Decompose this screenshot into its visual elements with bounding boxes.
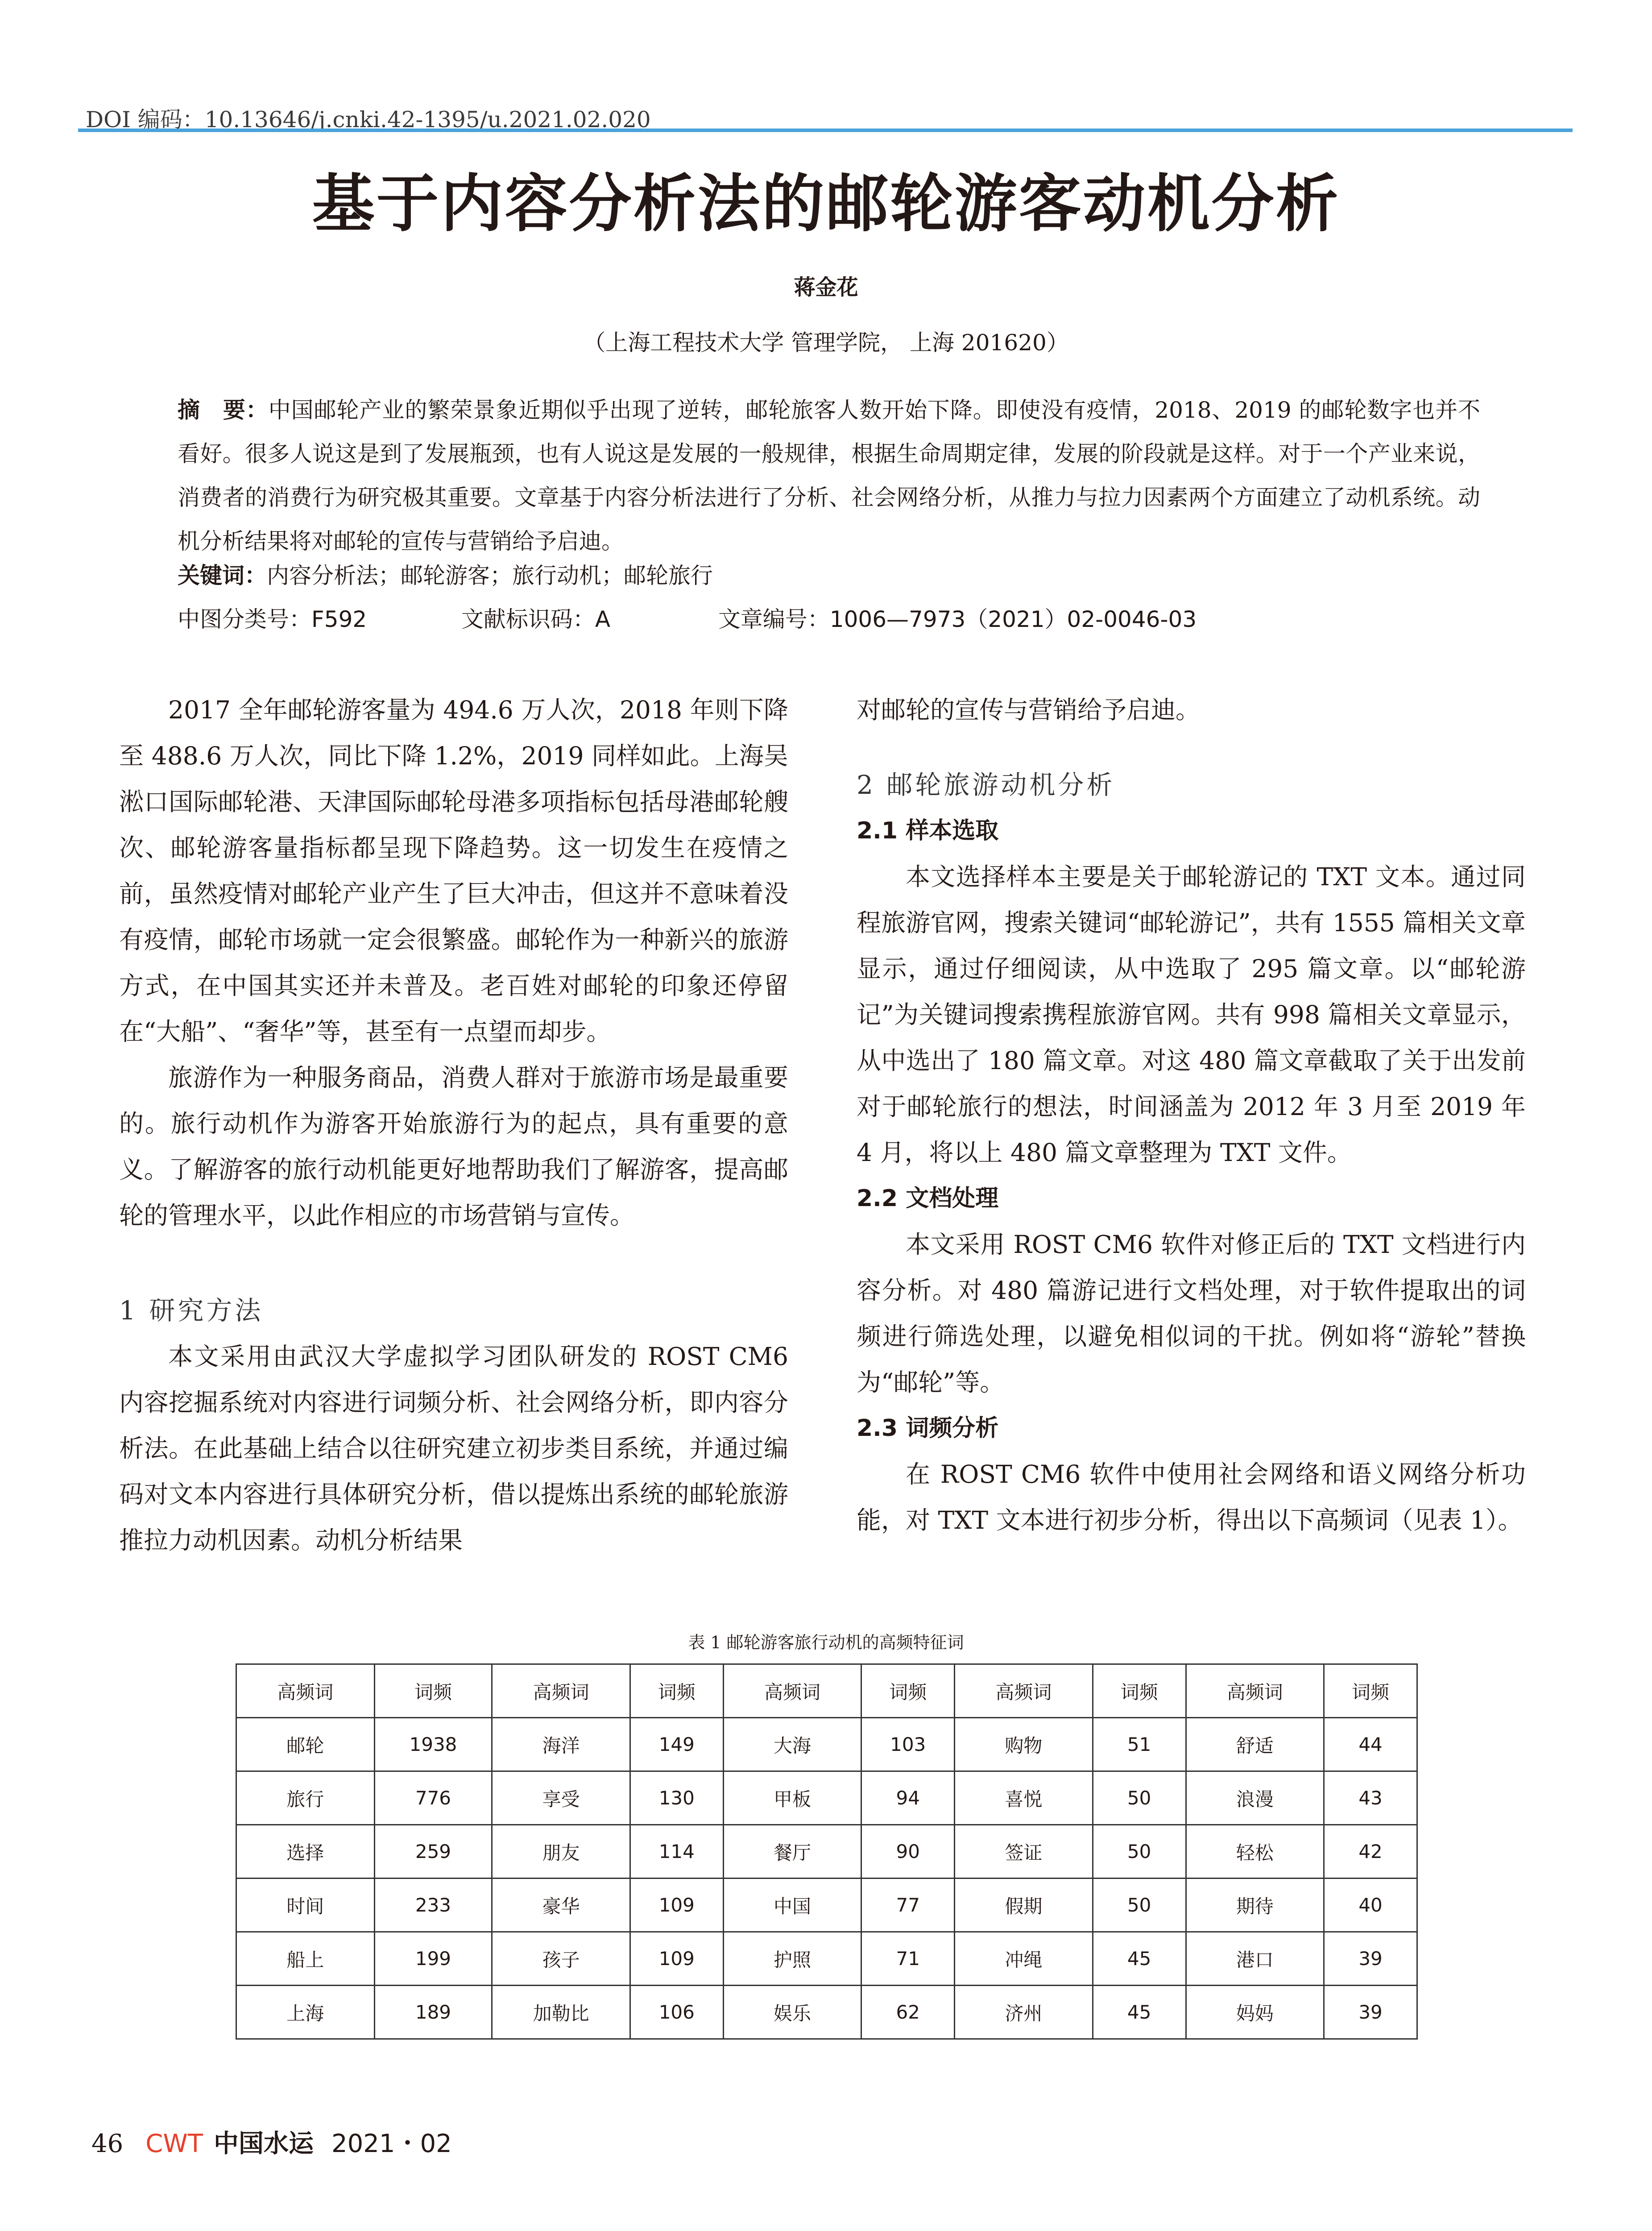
doi-header: DOI 编码：10.13646/j.cnki.42-1395/u.2021.02.020 bbox=[86, 107, 651, 133]
table-row bbox=[236, 1825, 1417, 1879]
section-heading: 2 邮轮旅游动机分析 bbox=[857, 770, 1115, 800]
table-cell: 62 bbox=[861, 1986, 955, 2039]
table-header-cell: 高频词 bbox=[236, 1664, 375, 1718]
table-cell: 签证 bbox=[955, 1825, 1093, 1879]
paragraph: 本文选择样本主要是关于邮轮游记的 TXT 文本。通过同程旅游官网，搜索关键词“邮轮游记”，共有 1555 篇相关文章显示，通过仔细阅读，从中选取了 295 篇文章。以“邮轮游记”为关键词搜索携程旅游官网。共有 998 篇相关文章显示，从中选出了 180 篇文章。对这 480 篇文章截取了关于出发前对于邮轮旅行的想法，时间涵盖为 2012 年 3 月至 2019 年 4 月，将以上 480 篇文章整理为 TXT 文件。 bbox=[857, 863, 1526, 1167]
subsection-heading: 2.3 词频分析 bbox=[857, 1415, 999, 1442]
table-cell: 邮轮 bbox=[236, 1718, 375, 1771]
paragraph: 本文采用由武汉大学虚拟学习团队研发的 ROST CM6 内容挖掘系统对内容进行词频分析、社会网络分析，即内容分析法。在此基础上结合以往研究建立初步类目系统，并通过编码对文本内容进行具体研究分析，借以提炼出系统的邮轮旅游推拉力动机因素。动机分析结果 bbox=[119, 1342, 788, 1555]
paragraph: 2017 全年邮轮游客量为 494.6 万人次，2018 年则下降至 488.6 万人次，同比下降 1.2%，2019 同样如此。上海吴淞口国际邮轮港、天津国际邮轮母港多项指标包括母港邮轮艘次、邮轮游客量指标都呈现下降趋势。这一切发生在疫情之前，虽然疫情对邮轮产业产生了巨大冲击，但这并不意味着没有疫情，邮轮市场就一定会很繁盛。邮轮作为一种新兴的旅游方式，在中国其实还并未普及。老百姓对邮轮的印象还停留在“大船”、“奢华”等，甚至有一点望而却步。 bbox=[119, 696, 788, 1046]
table-cell: 45 bbox=[1093, 1932, 1186, 1986]
table-cell: 餐厅 bbox=[723, 1825, 861, 1879]
table-cell: 海洋 bbox=[492, 1718, 630, 1771]
table-cell: 享受 bbox=[492, 1771, 630, 1825]
table-cell: 大海 bbox=[723, 1718, 861, 1771]
table-cell: 42 bbox=[1324, 1825, 1417, 1879]
table-cell: 50 bbox=[1093, 1771, 1186, 1825]
table-header-cell: 词频 bbox=[861, 1664, 955, 1718]
table-cell: 护照 bbox=[723, 1932, 861, 1986]
table-cell: 149 bbox=[630, 1718, 723, 1771]
table-cell: 199 bbox=[374, 1932, 492, 1986]
subsection-heading: 2.2 文档处理 bbox=[857, 1185, 999, 1212]
body-column-left bbox=[119, 687, 788, 1563]
table-cell: 朋友 bbox=[492, 1825, 630, 1879]
table-cell: 114 bbox=[630, 1825, 723, 1879]
table-row bbox=[236, 1771, 1417, 1825]
table-cell: 孩子 bbox=[492, 1932, 630, 1986]
table-cell: 106 bbox=[630, 1986, 723, 2039]
table-header-cell: 词频 bbox=[1324, 1664, 1417, 1718]
table-cell: 冲绳 bbox=[955, 1932, 1093, 1986]
paragraph: 本文采用 ROST CM6 软件对修正后的 TXT 文档进行内容分析。对 480 篇游记进行文档处理，对于软件提取出的词频进行筛选处理，以避免相似词的干扰。例如将“游轮”替换为“邮轮”等。 bbox=[857, 1230, 1526, 1397]
table-cell: 购物 bbox=[955, 1718, 1093, 1771]
table-header-cell: 词频 bbox=[1093, 1664, 1186, 1718]
table-row bbox=[236, 1718, 1417, 1771]
keywords-label: 关键词： bbox=[178, 563, 267, 589]
article-title: 基于内容分析法的邮轮游客动机分析 bbox=[312, 167, 1340, 241]
classification-line bbox=[178, 601, 1197, 634]
table-cell: 上海 bbox=[236, 1986, 375, 2039]
table-cell: 45 bbox=[1093, 1986, 1186, 2039]
table-cell: 船上 bbox=[236, 1932, 375, 1986]
section-heading: 1 研究方法 bbox=[119, 1295, 264, 1326]
document-code: 文献标识码：A bbox=[461, 606, 611, 632]
table-cell: 71 bbox=[861, 1932, 955, 1986]
table-cell: 39 bbox=[1324, 1932, 1417, 1986]
table-cell: 加勒比 bbox=[492, 1986, 630, 2039]
table-cell: 103 bbox=[861, 1718, 955, 1771]
keywords bbox=[178, 558, 713, 590]
keywords-text: 内容分析法；邮轮游客；旅行动机；邮轮旅行 bbox=[267, 563, 713, 589]
table-row bbox=[236, 1932, 1417, 1986]
table-cell: 喜悦 bbox=[955, 1771, 1093, 1825]
table-header-cell: 高频词 bbox=[1186, 1664, 1324, 1718]
abstract-text: 中国邮轮产业的繁荣景象近期似乎出现了逆转，邮轮旅客人数开始下降。即使没有疫情，2018、2019 的邮轮数字也并不看好。很多人说这是到了发展瓶颈，也有人说这是发展的一般规律，根据生命周期定律，发展的阶段就是这样。对于一个产业来说，消费者的消费行为研究极其重要。文章基于内容分析法进行了分析、社会网络分析，从推力与拉力因素两个方面建立了动机系统。动机分析结果将对邮轮的宣传与营销给予启迪。 bbox=[178, 397, 1480, 554]
journal-logo-text: CWT bbox=[145, 2129, 203, 2158]
table-cell: 时间 bbox=[236, 1879, 375, 1932]
table-cell: 233 bbox=[374, 1879, 492, 1932]
table-cell: 130 bbox=[630, 1771, 723, 1825]
table-cell: 期待 bbox=[1186, 1879, 1324, 1932]
clc-code: 中图分类号：F592 bbox=[178, 606, 367, 632]
table-header-cell: 高频词 bbox=[492, 1664, 630, 1718]
table-header-cell: 词频 bbox=[630, 1664, 723, 1718]
table-cell: 109 bbox=[630, 1932, 723, 1986]
table-cell: 选择 bbox=[236, 1825, 375, 1879]
abstract bbox=[178, 388, 1480, 563]
page-footer bbox=[91, 2124, 452, 2160]
table-cell: 中国 bbox=[723, 1879, 861, 1932]
table-header-cell: 高频词 bbox=[723, 1664, 861, 1718]
paragraph: 旅游作为一种服务商品，消费人群对于旅游市场是最重要的。旅行动机作为游客开始旅游行为的起点，具有重要的意义。了解游客的旅行动机能更好地帮助我们了解游客，提高邮轮的管理水平，以此作相应的市场营销与宣传。 bbox=[119, 1063, 788, 1230]
abstract-label: 摘 要： bbox=[178, 397, 269, 423]
affiliation: （上海工程技术大学 管理学院， 上海 201620） bbox=[583, 330, 1069, 356]
author: 蒋金花 bbox=[794, 275, 858, 300]
table-cell: 50 bbox=[1093, 1879, 1186, 1932]
table-cell: 假期 bbox=[955, 1879, 1093, 1932]
table-header-cell: 高频词 bbox=[955, 1664, 1093, 1718]
subsection-heading: 2.1 样本选取 bbox=[857, 817, 999, 844]
table-cell: 40 bbox=[1324, 1879, 1417, 1932]
table-cell: 50 bbox=[1093, 1825, 1186, 1879]
table-cell: 济州 bbox=[955, 1986, 1093, 2039]
page-number: 46 bbox=[91, 2129, 124, 2158]
table-cell: 旅行 bbox=[236, 1771, 375, 1825]
table-cell: 94 bbox=[861, 1771, 955, 1825]
table-caption: 表 1 邮轮游客旅行动机的高频特征词 bbox=[688, 1633, 964, 1652]
table-cell: 776 bbox=[374, 1771, 492, 1825]
table-row bbox=[236, 1879, 1417, 1932]
table-cell: 豪华 bbox=[492, 1879, 630, 1932]
table-header-row bbox=[236, 1664, 1417, 1718]
article-number: 文章编号：1006—7973（2021）02-0046-03 bbox=[718, 606, 1197, 632]
table-header-cell: 词频 bbox=[374, 1664, 492, 1718]
table-cell: 90 bbox=[861, 1825, 955, 1879]
table-cell: 轻松 bbox=[1186, 1825, 1324, 1879]
table-cell: 妈妈 bbox=[1186, 1986, 1324, 2039]
table-cell: 109 bbox=[630, 1879, 723, 1932]
table-row bbox=[236, 1986, 1417, 2039]
table-cell: 44 bbox=[1324, 1718, 1417, 1771]
body-column-right bbox=[857, 687, 1526, 1543]
table-cell: 43 bbox=[1324, 1771, 1417, 1825]
issue: 2021・02 bbox=[331, 2129, 452, 2158]
frequency-table bbox=[236, 1663, 1418, 2040]
table-cell: 舒适 bbox=[1186, 1718, 1324, 1771]
table-cell: 51 bbox=[1093, 1718, 1186, 1771]
paragraph: 在 ROST CM6 软件中使用社会网络和语义网络分析功能，对 TXT 文本进行初步分析，得出以下高频词（见表 1）。 bbox=[857, 1460, 1526, 1534]
table-cell: 1938 bbox=[374, 1718, 492, 1771]
table-cell: 259 bbox=[374, 1825, 492, 1879]
paragraph: 对邮轮的宣传与营销给予启迪。 bbox=[857, 696, 1201, 724]
table-cell: 77 bbox=[861, 1879, 955, 1932]
table-cell: 港口 bbox=[1186, 1932, 1324, 1986]
journal-name: 中国水运 bbox=[213, 2129, 314, 2158]
table-cell: 甲板 bbox=[723, 1771, 861, 1825]
table-cell: 娱乐 bbox=[723, 1986, 861, 2039]
table-cell: 189 bbox=[374, 1986, 492, 2039]
table-cell: 浪漫 bbox=[1186, 1771, 1324, 1825]
table-cell: 39 bbox=[1324, 1986, 1417, 2039]
header-rule bbox=[78, 129, 1573, 132]
